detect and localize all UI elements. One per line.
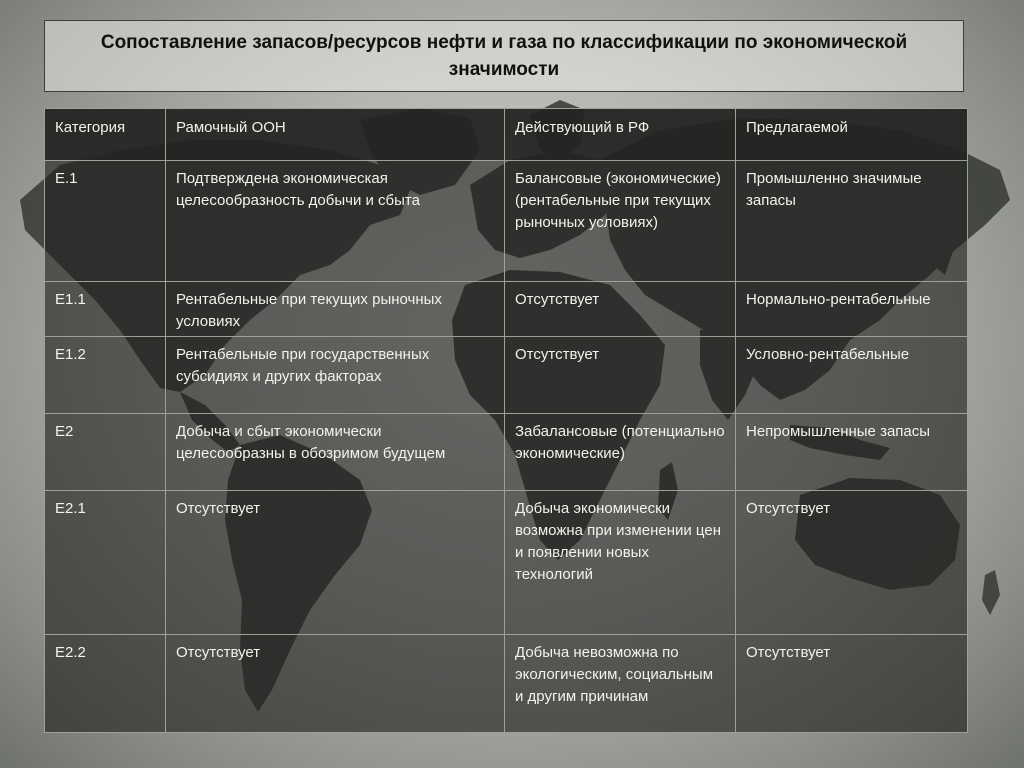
cell-rf-current: Отсутствует bbox=[505, 337, 736, 414]
cell-proposed: Отсутствует bbox=[736, 635, 968, 733]
cell-category: Е2 bbox=[45, 414, 166, 491]
cell-category: Е1.1 bbox=[45, 282, 166, 337]
header-category: Категория bbox=[45, 109, 166, 161]
cell-rf-current: Балансовые (экономические) (рентабельные при текущих рыночных условиях) bbox=[505, 161, 736, 282]
cell-un-framework: Отсутствует bbox=[166, 491, 505, 635]
title-box bbox=[44, 20, 964, 92]
comparison-table-container bbox=[44, 108, 967, 733]
cell-un-framework: Рентабельные при текущих рыночных условиях bbox=[166, 282, 505, 337]
page-title: Сопоставление запасов/ресурсов нефти и газа по классификации по экономической значимости bbox=[100, 32, 908, 80]
cell-un-framework: Подтверждена экономическая целесообразность добычи и сбыта bbox=[166, 161, 505, 282]
cell-category: Е1.2 bbox=[45, 337, 166, 414]
header-rf-current: Действующий в РФ bbox=[505, 109, 736, 161]
cell-category: Е2.1 bbox=[45, 491, 166, 635]
cell-rf-current: Отсутствует bbox=[505, 282, 736, 337]
table-row bbox=[45, 337, 968, 414]
cell-proposed: Промышленно значимые запасы bbox=[736, 161, 968, 282]
table-row bbox=[45, 282, 968, 337]
cell-rf-current: Забалансовые (потенциально экономические) bbox=[505, 414, 736, 491]
header-un-framework: Рамочный ООН bbox=[166, 109, 505, 161]
table-row bbox=[45, 414, 968, 491]
table-row bbox=[45, 491, 968, 635]
cell-proposed: Условно-рентабельные bbox=[736, 337, 968, 414]
comparison-table bbox=[44, 108, 968, 733]
cell-category: Е2.2 bbox=[45, 635, 166, 733]
cell-proposed: Непромышленные запасы bbox=[736, 414, 968, 491]
cell-category: Е.1 bbox=[45, 161, 166, 282]
continent-new-zealand bbox=[982, 570, 1000, 615]
cell-proposed: Нормально-рентабельные bbox=[736, 282, 968, 337]
cell-rf-current: Добыча экономически возможна при изменении цен и появлении новых технологий bbox=[505, 491, 736, 635]
header-proposed: Предлагаемой bbox=[736, 109, 968, 161]
cell-proposed: Отсутствует bbox=[736, 491, 968, 635]
table-row bbox=[45, 161, 968, 282]
cell-un-framework: Отсутствует bbox=[166, 635, 505, 733]
cell-un-framework: Рентабельные при государственных субсидиях и других факторах bbox=[166, 337, 505, 414]
cell-rf-current: Добыча невозможна по экологическим, социальным и другим причинам bbox=[505, 635, 736, 733]
table-header-row bbox=[45, 109, 968, 161]
table-row bbox=[45, 635, 968, 733]
cell-un-framework: Добыча и сбыт экономически целесообразны в обозримом будущем bbox=[166, 414, 505, 491]
